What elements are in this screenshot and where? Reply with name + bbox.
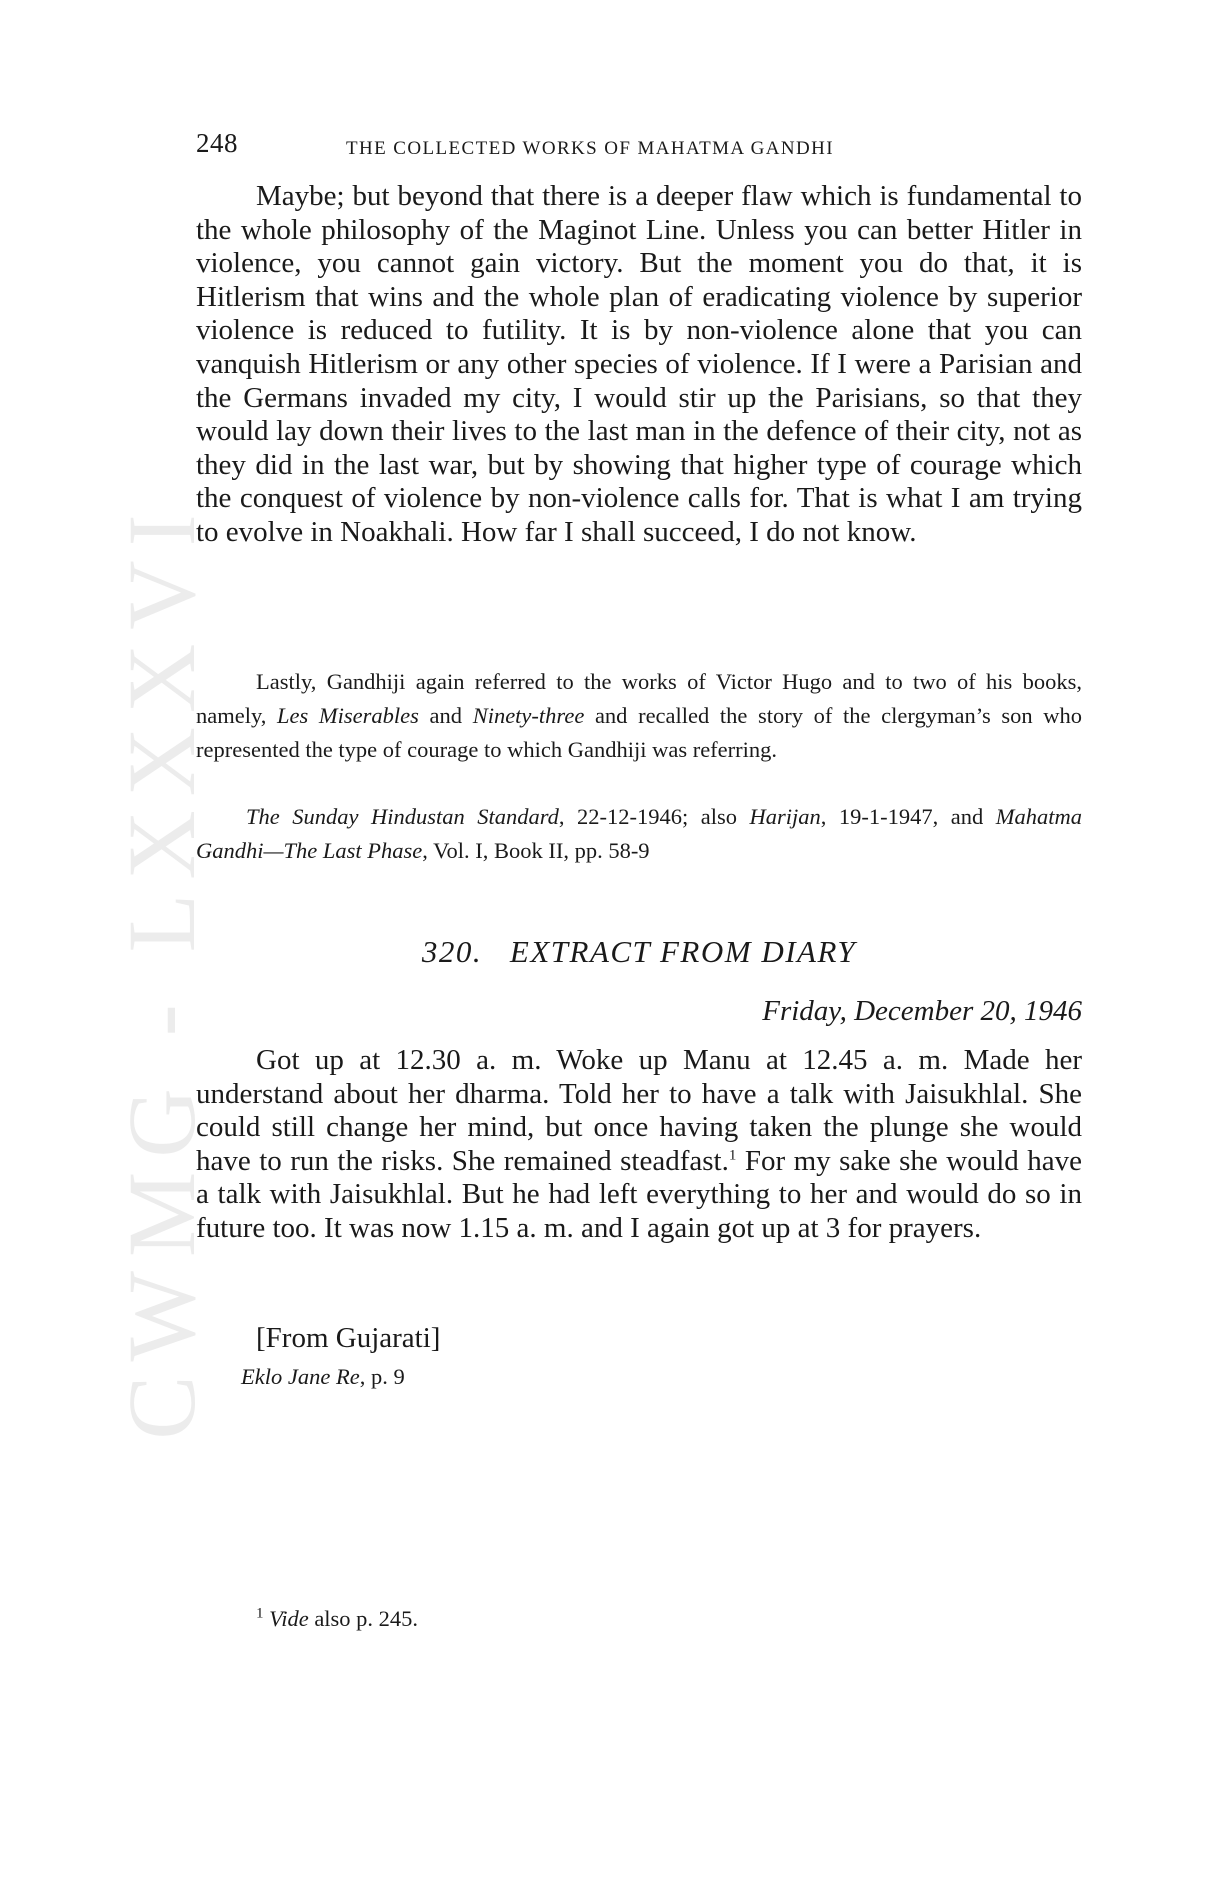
section-title: EXTRACT FROM DIARY [509,934,857,969]
source-citation [196,800,1082,868]
source-text-1: , 22-12-1946; also [558,804,750,829]
source-newspaper: The Sunday Hindustan Standard [246,804,559,829]
source-book: Mahatma Gandhi—The Last Phase [196,804,1082,863]
watermark-text: CWMG - LXXXVI [108,500,215,1440]
footnote-vide: Vide [269,1606,309,1631]
source-citation-block [196,800,1082,868]
section-heading [196,934,1082,970]
diary-source-title: Eklo Jane Re [241,1364,360,1389]
continued-paragraph-block [196,180,1082,550]
page-number: 248 [196,128,238,158]
book-title-ninety-three: Ninety-three [472,703,585,728]
source-text-2: , 19-1-1947, and [820,804,996,829]
book-title-les-miserables: Les Miserables [277,703,419,728]
diary-source [241,1364,405,1390]
translation-note: [From Gujarati] [256,1322,441,1354]
watermark [108,350,215,1590]
source-text-3: , Vol. I, Book II, pp. 58-9 [422,838,650,863]
diary-text-2: For my sake she would have a talk with Jaisukhlal. But he had left everything to her and would do so in future too. It was now 1.15 a. m. and I again got up at 3 for prayers. [196,1144,1082,1244]
footnote-text: also p. 245. [308,1606,419,1631]
watermark-graphic [108,350,215,1590]
section-number: 320. [421,934,483,969]
diary-entry-block [196,1044,1082,1246]
page-header [196,128,1082,168]
summary-paragraph [196,665,1082,767]
footnote [256,1606,418,1632]
source-harijan: Harijan [749,804,821,829]
diary-text-1: Got up at 12.30 a. m. Woke up Manu at 12.45 a. m. Made her understand about her dharma. Told her to have a talk with Jaisukhlal. She could still change her mind, but once having taken the plunge she would have to run the risks. She remained steadfast. [196,1044,1082,1177]
footnote-reference: 1 [728,1147,737,1164]
summary-text-1: Lastly, Gandhiji again referred to the works of Victor Hugo and to two of his books, namely, [196,669,1082,728]
diary-date: Friday, December 20, 1946 [762,995,1082,1027]
diary-source-page: , p. 9 [359,1364,405,1389]
diary-entry [196,1044,1082,1246]
continued-paragraph: Maybe; but beyond that there is a deeper flaw which is fundamental to the whole philosophy of the Maginot Line. Unless you can better Hitler in violence, you cannot gain victory. But the moment you do that, it is Hitlerism that wins and the whole plan of eradicating violence by superior violence is reduced to futility. It is by non-violence alone that you can vanquish Hitlerism or any other species of violence. If I were a Parisian and the Germans invaded my city, I would stir up the Parisians, so that they would lay down their lives to the last man in the defence of their city, not as they did in the last war, but by showing that higher type of courage which the conquest of violence by non-violence calls for. That is what I am trying to evolve in Noakhali. How far I shall succeed, I do not know. [196,180,1082,548]
running-head: THE COLLECTED WORKS OF MAHATMA GANDHI [346,138,834,159]
summary-block [196,665,1082,767]
summary-text-3: and recalled the story of the clergyman’s son who represented the type of courage to which Gandhiji was referring. [196,703,1082,762]
footnote-mark: 1 [256,1605,264,1622]
summary-text-2: and [418,703,473,728]
